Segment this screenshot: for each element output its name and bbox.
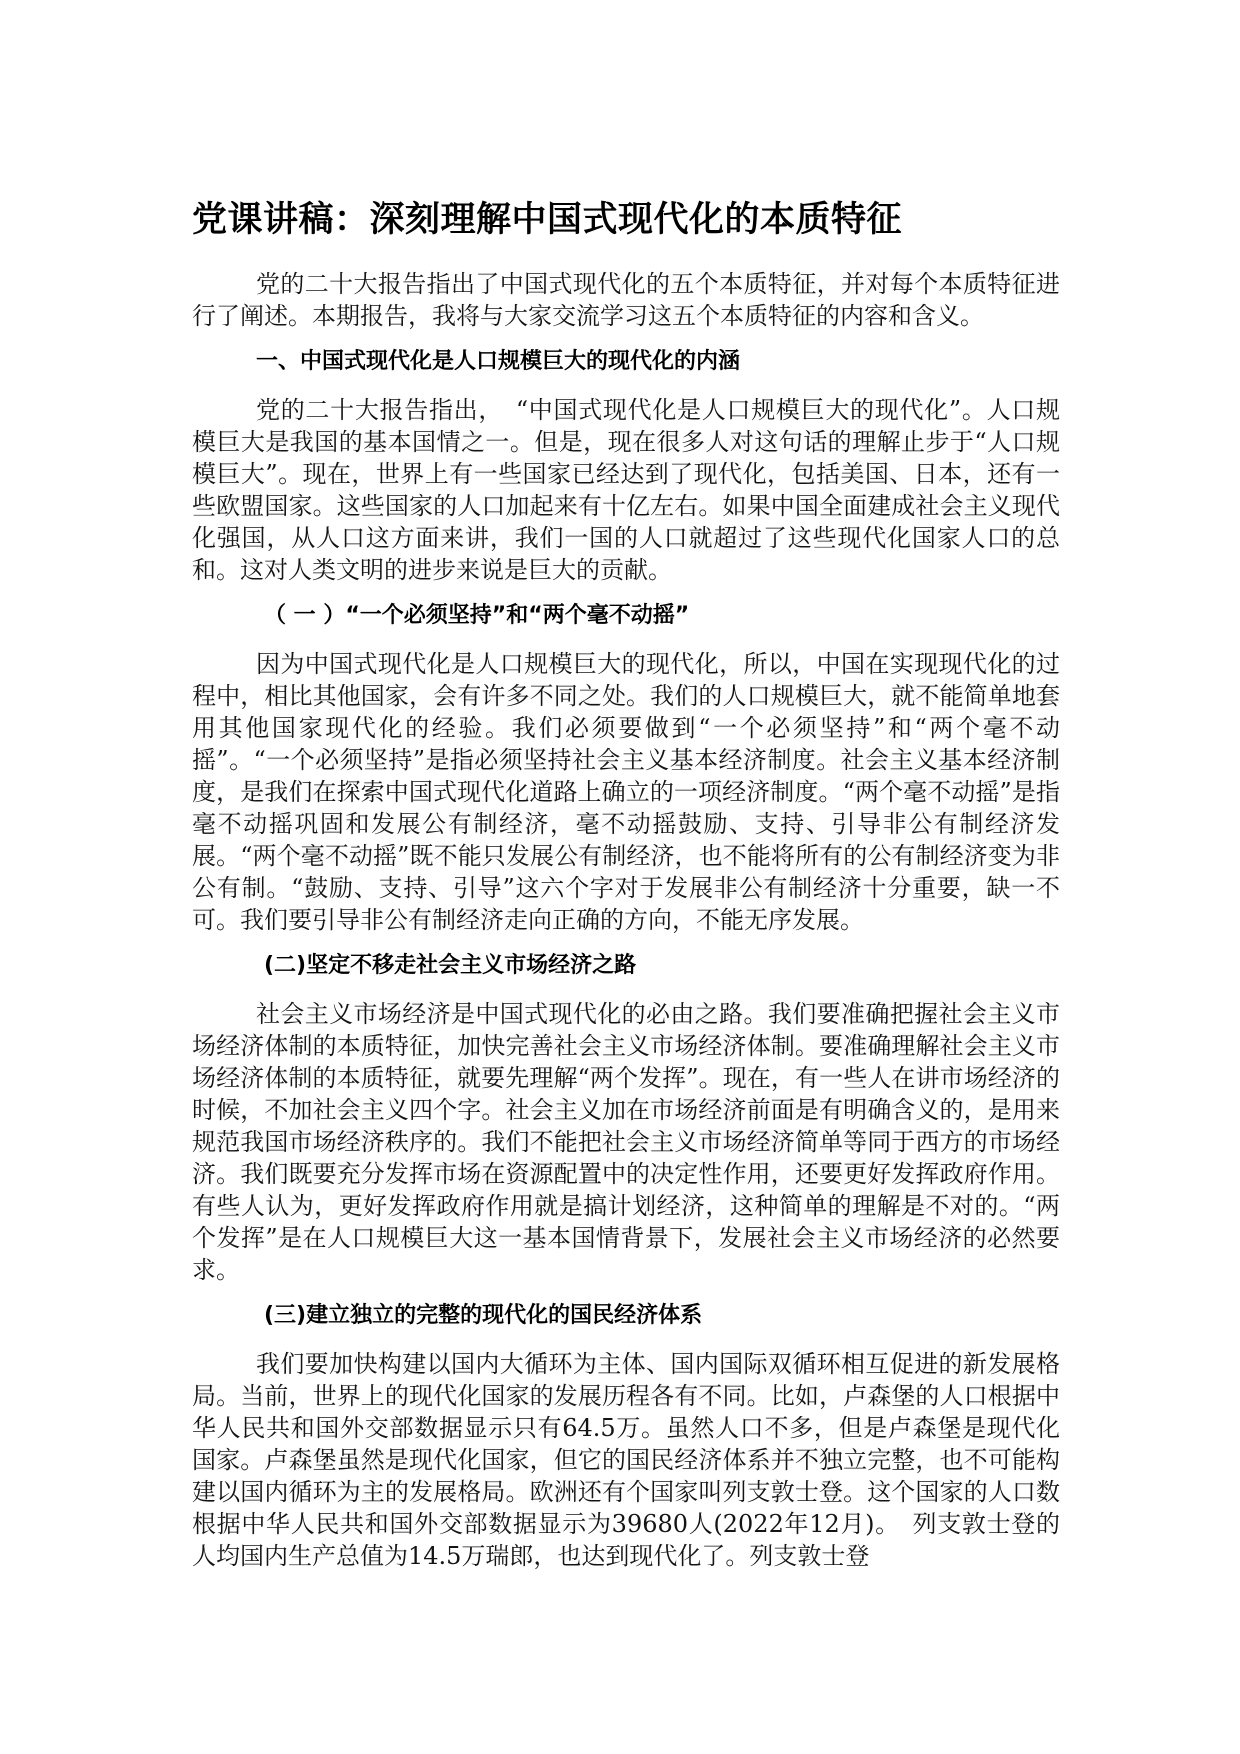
section-1-paragraph: 党的二十大报告指出， “中国式现代化是人口规模巨大的现代化”。人口规模巨大是我国的基本国情之一。但是，现在很多人对这句话的理解止步于“人口规模巨大”。现在，世界上有一些国家已经达到了现代化，包括美国、日本，还有一些欧盟国家。这些国家的人口加起来有十亿左右。如果中国全面建成社会主义现代化强国，从人口这方面来讲，我们一国的人口就超过了这些现代化国家人口的总和。这对人类文明的进步来说是巨大的贡献。	[192, 396, 1060, 584]
document-page	[192, 196, 1060, 1572]
subsection-3-heading: (三)建立独立的完整的现代化的国民经济体系	[264, 1303, 703, 1328]
document-title: 党课讲稿：深刻理解中国式现代化的本质特征	[192, 200, 903, 240]
section-1-heading: 一、中国式现代化是人口规模巨大的现代化的内涵	[256, 349, 741, 374]
subsection-2-heading: (二)坚定不移走社会主义市场经济之路	[264, 953, 637, 978]
subsection-2-paragraph: 社会主义市场经济是中国式现代化的必由之路。我们要准确把握社会主义市场经济体制的本质特征，加快完善社会主义市场经济体制。要准确理解社会主义市场经济体制的本质特征，就要先理解“两个发挥”。现在，有一些人在讲市场经济的时候，不加社会主义四个字。社会主义加在市场经济前面是有明确含义的，是用来规范我国市场经济秩序的。我们不能把社会主义市场经济简单等同于西方的市场经济。我们既要充分发挥市场在资源配置中的决定性作用，还要更好发挥政府作用。有些人认为，更好发挥政府作用就是搞计划经济，这种简单的理解是不对的。“两个发挥”是在人口规模巨大这一基本国情背景下，发展社会主义市场经济的必然要求。	[192, 1000, 1060, 1284]
subsection-3-paragraph: 我们要加快构建以国内大循环为主体、国内国际双循环相互促进的新发展格局。当前，世界上的现代化国家的发展历程各有不同。比如，卢森堡的人口根据中华人民共和国外交部数据显示只有64.5万。虽然人口不多，但是卢森堡是现代化国家。卢森堡虽然是现代化国家，但它的国民经济体系并不独立完整，也不可能构建以国内循环为主的发展格局。欧洲还有个国家叫列支敦士登。这个国家的人口数根据中华人民共和国外交部数据显示为39680人(2022年12月)。 列支敦士登的人均国内生产总值为14.5万瑞郎，也达到现代化了。列支敦士登	[192, 1350, 1060, 1570]
subsection-1-heading: （ 一 ）“一个必须坚持”和“两个毫不动摇”	[264, 603, 690, 628]
subsection-1-paragraph: 因为中国式现代化是人口规模巨大的现代化，所以，中国在实现现代化的过程中，相比其他国家，会有许多不同之处。我们的人口规模巨大，就不能简单地套用其他国家现代化的经验。我们必须要做到“一个必须坚持”和“两个毫不动摇”。“一个必须坚持”是指必须坚持社会主义基本经济制度。社会主义基本经济制度，是我们在探索中国式现代化道路上确立的一项经济制度。“两个毫不动摇”是指毫不动摇巩固和发展公有制经济，毫不动摇鼓励、支持、引导非公有制经济发展。“两个毫不动摇”既不能只发展公有制经济，也不能将所有的公有制经济变为非公有制。“鼓励、支持、引导”这六个字对于发展非公有制经济十分重要，缺一不可。我们要引导非公有制经济走向正确的方向，不能无序发展。	[192, 650, 1060, 934]
intro-paragraph: 党的二十大报告指出了中国式现代化的五个本质特征，并对每个本质特征进行了阐述。本期报告，我将与大家交流学习这五个本质特征的内容和含义。	[192, 270, 1060, 330]
